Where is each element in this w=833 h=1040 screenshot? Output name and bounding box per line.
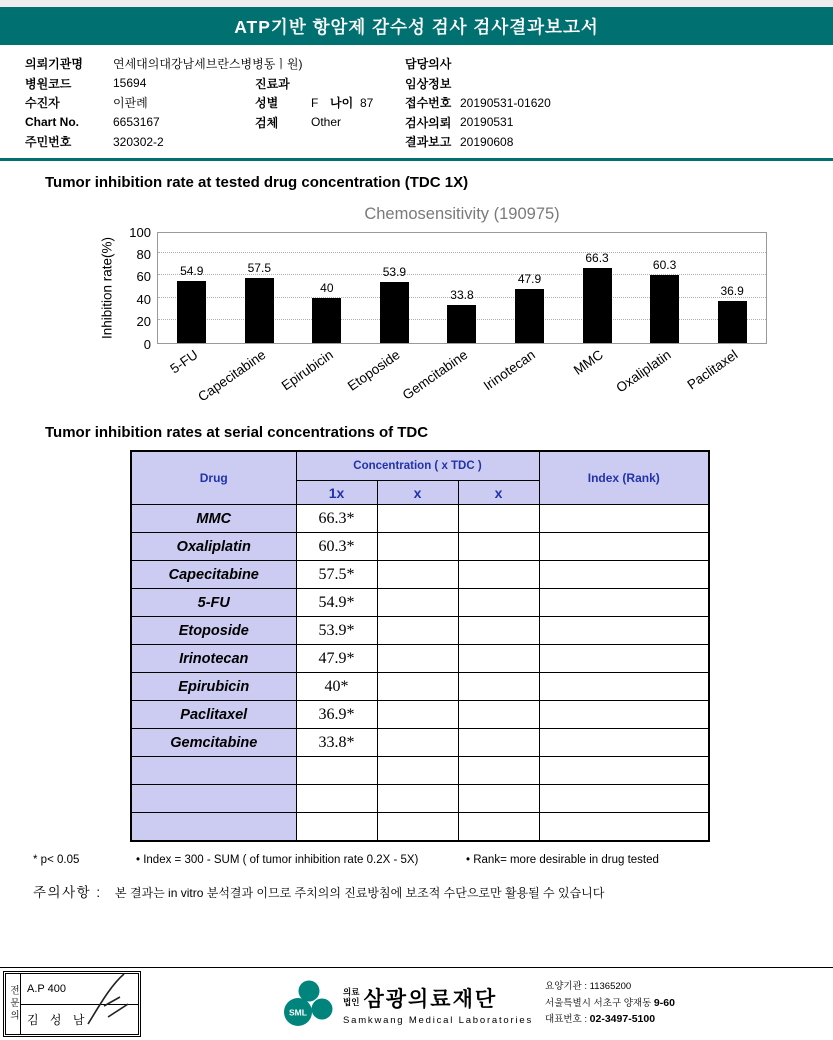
index-cell: [539, 785, 709, 813]
value-cell: [458, 729, 539, 757]
bar: [380, 282, 409, 342]
info-label: 나이: [330, 96, 354, 111]
value-cell: [296, 757, 377, 785]
drug-name-cell: Capecitabine: [131, 561, 296, 589]
index-cell: [539, 505, 709, 533]
bar-value-label: 60.3: [652, 257, 677, 272]
lab-name-english: Samkwang Medical Laboratories: [343, 1014, 534, 1026]
drug-name-cell: MMC: [131, 505, 296, 533]
bar-value-label: 53.9: [382, 265, 407, 280]
x-axis-label: Oxaliplatin: [612, 346, 674, 395]
plot-area: [157, 232, 767, 404]
value-cell: [458, 701, 539, 729]
caution-note: [33, 881, 833, 901]
lab-contact-block: [545, 980, 675, 1028]
y-axis-ticks: [119, 224, 157, 352]
value-cell: [458, 505, 539, 533]
value-cell: [377, 505, 458, 533]
col-header-x2: x: [458, 481, 539, 505]
value-cell: 53.9*: [296, 617, 377, 645]
y-tick-label: 100: [129, 224, 151, 240]
drug-row: [131, 785, 709, 813]
value-cell: [458, 645, 539, 673]
drug-name-cell: Irinotecan: [131, 645, 296, 673]
y-tick-label: 0: [143, 336, 151, 352]
drug-row: [131, 533, 709, 561]
value-cell: [377, 589, 458, 617]
y-axis-title-text: Inhibition rate(%): [99, 236, 115, 339]
y-axis-title: [95, 232, 119, 344]
value-cell: [296, 785, 377, 813]
value-cell: 66.3*: [296, 505, 377, 533]
info-label: 검사의뢰: [405, 115, 452, 130]
signature-line1: A.P 400: [27, 982, 66, 995]
y-tick-label: 40: [136, 291, 151, 307]
info-value: 연세대의대강남세브란스병병동ㅣ원): [113, 57, 303, 72]
table-header-row: [131, 451, 709, 481]
value-cell: [458, 589, 539, 617]
value-cell: [377, 813, 458, 841]
y-tick-label: 20: [136, 314, 151, 330]
value-cell: [377, 645, 458, 673]
bar-group: [194, 233, 279, 404]
signature-role-text: 전문의: [8, 985, 19, 1023]
lab-logo-icon: [281, 979, 335, 1029]
bar: [515, 289, 544, 343]
report-title: ATP기반 항암제 감수성 검사 검사결과보고서: [234, 16, 599, 37]
info-label: 진료과: [255, 76, 290, 91]
info-value: F: [311, 95, 319, 110]
info-value: 20190531: [460, 115, 514, 130]
bar-value-label: 47.9: [517, 271, 542, 286]
x-axis-label: 5-FU: [167, 346, 201, 376]
index-cell: [539, 757, 709, 785]
drug-name-cell: Gemcitabine: [131, 729, 296, 757]
bar: [718, 301, 747, 342]
index-cell: [539, 729, 709, 757]
value-cell: [458, 673, 539, 701]
info-row: [25, 93, 833, 113]
value-cell: [458, 617, 539, 645]
info-row: [25, 74, 833, 94]
value-cell: 33.8*: [296, 729, 377, 757]
drug-name-cell: 5-FU: [131, 589, 296, 617]
drug-name-cell: [131, 757, 296, 785]
info-label: 결과보고: [405, 135, 452, 150]
drug-name-cell: Oxaliplatin: [131, 533, 296, 561]
bar-value-label: 66.3: [585, 251, 609, 266]
x-axis-label: Irinotecan: [480, 346, 539, 393]
value-cell: [377, 673, 458, 701]
footnote-index: • Index = 300 - SUM ( of tumor inhibition rate 0.2X - 5X): [136, 853, 419, 866]
bar-group: [570, 233, 617, 378]
index-cell: [539, 701, 709, 729]
info-row: [25, 113, 833, 133]
bar: [447, 305, 476, 343]
value-cell: [377, 561, 458, 589]
info-row: [25, 54, 833, 74]
signature-box: [5, 973, 139, 1035]
value-cell: [458, 813, 539, 841]
caution-label: 주의사항 :: [33, 884, 102, 900]
caution-text: 본 결과는 in vitro 분석결과 이므로 주치의의 진료방침에 보조적 수단으로만 활용될 수 있습니다: [115, 885, 605, 900]
info-label: 주민번호: [25, 135, 72, 150]
value-cell: [296, 813, 377, 841]
bar: [245, 278, 274, 342]
lab-logo-text: SML: [289, 1007, 307, 1018]
chemosensitivity-chart: [95, 204, 767, 404]
value-cell: [377, 757, 458, 785]
bar-value-label: 33.8: [450, 287, 474, 302]
bar: [650, 275, 679, 343]
bar-group: [480, 233, 550, 393]
x-axis-label: Paclitaxel: [684, 346, 741, 392]
value-cell: [377, 729, 458, 757]
chart-section-heading: Tumor inhibition rate at tested drug concentration (TDC 1X): [45, 173, 469, 191]
index-cell: [539, 673, 709, 701]
top-margin-strip: [0, 0, 833, 7]
value-cell: 47.9*: [296, 645, 377, 673]
drug-row: [131, 757, 709, 785]
info-row: [25, 132, 833, 152]
bar-group: [278, 233, 347, 393]
value-cell: 57.5*: [296, 561, 377, 589]
bar-group: [684, 233, 752, 392]
lab-entity-type: [343, 988, 359, 1008]
bar-group: [345, 233, 414, 394]
drug-row: [131, 505, 709, 533]
lab-institution-code: 요양기관 : 11365200: [545, 980, 632, 992]
bar-group: [167, 233, 212, 376]
x-axis-label: Epirubicin: [278, 346, 336, 393]
col-header-index: Index (Rank): [539, 451, 709, 505]
report-footer: [0, 967, 833, 1040]
drug-name-cell: Etoposide: [131, 617, 296, 645]
bar-value-label: 40: [320, 280, 334, 295]
x-axis-label: MMC: [570, 346, 606, 378]
signature-line2: 김 성 남: [21, 1004, 138, 1035]
value-cell: [377, 785, 458, 813]
info-value: 15694: [113, 76, 147, 91]
lab-entity-type-line2: 법인: [343, 996, 360, 1007]
drug-name-cell: Paclitaxel: [131, 701, 296, 729]
col-header-concentration: Concentration ( x TDC ): [296, 451, 539, 481]
signature-role: [6, 974, 21, 1034]
bar-group: [612, 233, 685, 395]
chart-body: [95, 224, 767, 404]
info-value: 320302-2: [113, 134, 164, 149]
drug-row: [131, 813, 709, 841]
info-label: 수진자: [25, 96, 60, 111]
value-cell: 54.9*: [296, 589, 377, 617]
bar: [583, 268, 612, 342]
drug-row: [131, 561, 709, 589]
footnote-pvalue: * p< 0.05: [33, 853, 80, 866]
signature-scribble-icon: [78, 970, 136, 1030]
bar-value-label: 54.9: [180, 264, 204, 279]
index-cell: [539, 533, 709, 561]
drug-row: [131, 589, 709, 617]
drug-row: [131, 645, 709, 673]
value-cell: [377, 533, 458, 561]
drug-row: [131, 729, 709, 757]
drug-results-table: [130, 450, 710, 842]
value-cell: [458, 757, 539, 785]
info-label: 담당의사: [405, 57, 452, 72]
drug-row: [131, 701, 709, 729]
info-label: 임상정보: [405, 76, 452, 91]
x-axis-label: Capecitabine: [194, 346, 268, 404]
info-label: 병원코드: [25, 76, 72, 91]
info-label: 성별: [255, 96, 279, 111]
drug-name-cell: [131, 785, 296, 813]
value-cell: 40*: [296, 673, 377, 701]
bar: [312, 298, 341, 343]
col-header-drug: Drug: [131, 451, 296, 505]
value-cell: [458, 785, 539, 813]
lab-entity-type-line1: 의료: [343, 986, 360, 997]
index-cell: [539, 617, 709, 645]
drug-name-cell: [131, 813, 296, 841]
value-cell: 60.3*: [296, 533, 377, 561]
index-cell: [539, 561, 709, 589]
bar-group: [399, 233, 482, 403]
lab-logo-group: [281, 979, 675, 1029]
bar-value-label: 57.5: [247, 261, 271, 276]
lab-phone: 대표번호 : 02-3497-5100: [545, 1013, 656, 1026]
bars-container: [158, 233, 766, 404]
report-title-bar: [0, 7, 833, 45]
lab-address: 서울특별시 서초구 양재동 9-60: [545, 996, 675, 1009]
info-value: 이판례: [113, 96, 148, 111]
value-cell: 36.9*: [296, 701, 377, 729]
footnote-rank: • Rank= more desirable in drug tested: [466, 853, 659, 866]
y-tick-label: 60: [136, 269, 151, 285]
table-footnote: [33, 854, 833, 866]
drug-row: [131, 617, 709, 645]
lab-name-block: [343, 983, 533, 1026]
col-header-1x: 1x: [296, 481, 377, 505]
info-label: 검체: [255, 115, 279, 130]
info-value: 20190608: [460, 134, 514, 149]
index-cell: [539, 645, 709, 673]
info-label: 의뢰기관명: [25, 57, 83, 72]
index-cell: [539, 589, 709, 617]
x-axis-label: Etoposide: [345, 346, 404, 394]
info-label: 접수번호: [405, 96, 452, 111]
table-section-heading: Tumor inhibition rates at serial concentrations of TDC: [45, 423, 429, 441]
info-label: Chart No.: [25, 115, 79, 130]
x-axis-label: Gemcitabine: [399, 346, 471, 403]
info-value: 6653167: [113, 115, 160, 130]
section-divider: [0, 158, 833, 161]
value-cell: [458, 561, 539, 589]
chart-title: Chemosensitivity (190975): [364, 204, 560, 223]
index-cell: [539, 813, 709, 841]
info-value: Other: [311, 115, 342, 130]
signature-main: [21, 974, 138, 1034]
value-cell: [377, 701, 458, 729]
bar-value-label: 36.9: [720, 284, 744, 299]
info-value: 87: [360, 95, 374, 110]
bar: [177, 281, 206, 342]
drug-row: [131, 673, 709, 701]
drug-name-cell: Epirubicin: [131, 673, 296, 701]
value-cell: [458, 533, 539, 561]
col-header-x1: x: [377, 481, 458, 505]
info-value: 20190531-01620: [460, 95, 551, 110]
lab-name-korean: 삼광의료재단: [363, 987, 498, 1011]
value-cell: [377, 617, 458, 645]
y-tick-label: 80: [136, 246, 151, 262]
patient-info-section: [0, 45, 833, 158]
